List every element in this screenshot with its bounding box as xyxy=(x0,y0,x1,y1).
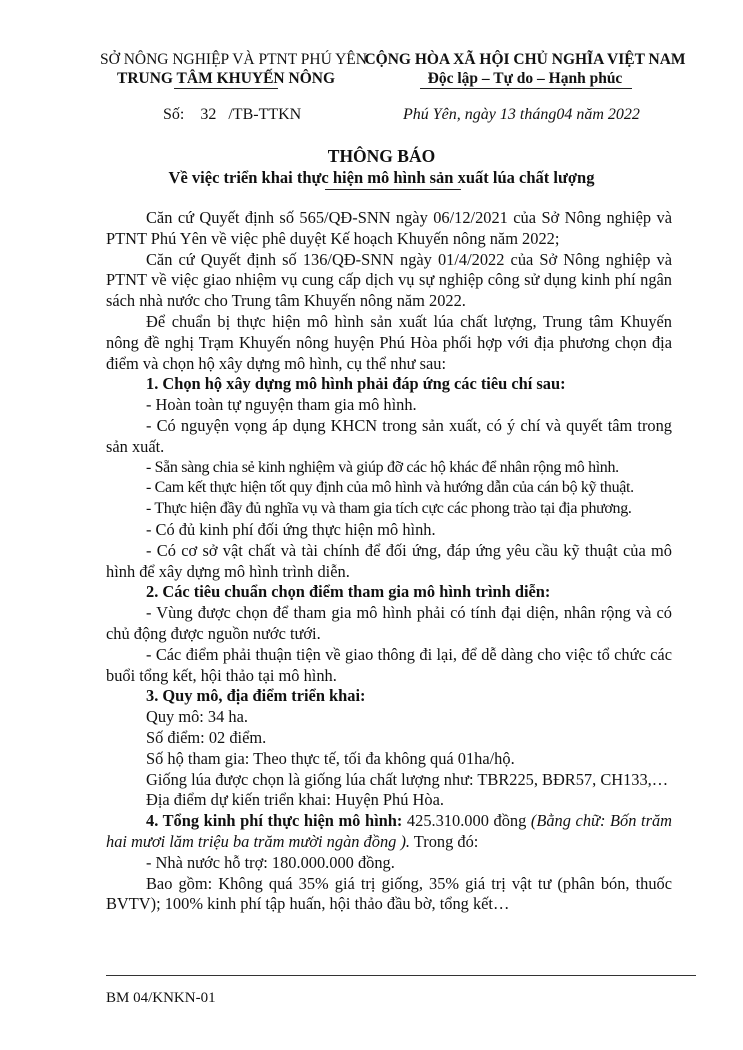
national-title: CỘNG HÒA XÃ HỘI CHỦ NGHĨA VIỆT NAM xyxy=(364,51,686,68)
month-label: tháng xyxy=(519,106,557,123)
doc-no-suffix: /TB-TTKN xyxy=(228,106,302,123)
body-paragraph: - Nhà nước hỗ trợ: 180.000.000 đồng. xyxy=(146,852,395,872)
section-heading: 2. Các tiêu chuẩn chọn điểm tham gia mô hình trình diễn: xyxy=(146,582,551,602)
notice-title: THÔNG BÁO xyxy=(327,146,436,166)
section-heading: 3. Quy mô, địa điểm triển khai: xyxy=(146,686,366,706)
title-underline xyxy=(325,189,461,190)
body-paragraph: Số hộ tham gia: Theo thực tế, tối đa không quá 01ha/hộ. xyxy=(146,748,515,768)
body-paragraph: - Các điểm phải thuận tiện về giao thông đi lại, để dễ dàng cho việc tổ chức các buổi tổng kết, hội thảo tại mô hình. xyxy=(106,644,672,685)
place-date xyxy=(403,106,640,124)
body-paragraph: - Thực hiện đầy đủ nghĩa vụ và tham gia tích cực các phong trào tại địa phương. xyxy=(146,500,632,518)
body-paragraph: - Sẵn sàng chia sẻ kinh nghiệm và giúp đỡ các hộ khác để nhân rộng mô hình. xyxy=(146,458,619,476)
left-header-underline xyxy=(174,88,278,89)
body-paragraph: Bao gồm: Không quá 35% giá trị giống, 35% giá trị vật tư (phân bón, thuốc BVTV); 100% kinh phí tập huấn, hội thảo đầu bờ, tổng kết… xyxy=(106,873,672,914)
body-paragraph: Số điểm: 02 điểm. xyxy=(146,727,267,747)
issuing-unit: TRUNG TÂM KHUYẾN NÔNG xyxy=(116,70,335,87)
doc-no-value: 32 xyxy=(200,106,217,123)
body-paragraph: Căn cứ Quyết định số 565/QĐ-SNN ngày 06/12/2021 của Sở Nông nghiệp và PTNT Phú Yên về việc phê duyệt Kế hoạch Khuyến nông năm 2022; xyxy=(106,208,672,248)
body-paragraph: Để chuẩn bị thực hiện mô hình sản xuất lúa chất lượng, Trung tâm Khuyến nông đề nghị Trạm Khuyến nông huyện Phú Hòa phối hợp với địa phương chọn địa điểm và chọn hộ xây dựng mô hình, cụ thể như sau: xyxy=(106,311,672,373)
body-paragraph: - Có nguyện vọng áp dụng KHCN trong sản xuất, có ý chí và quyết tâm trong sản xuất. xyxy=(106,415,672,456)
body-paragraph: - Hoàn toàn tự nguyện tham gia mô hình. xyxy=(146,395,417,415)
notice-subject: Về việc triển khai thực hiện mô hình sản xuất lúa chất lượng xyxy=(168,168,595,187)
document-number xyxy=(163,106,301,124)
body-paragraph: - Vùng được chọn để tham gia mô hình phải có tính đại diện, nhân rộng và có chủ động được nguồn nước tưới. xyxy=(106,603,672,643)
section-4-amount: 425.310.000 đồng xyxy=(402,811,531,831)
notice-body xyxy=(106,208,672,915)
body-paragraph: - Cam kết thực hiện tốt quy định của mô hình và hướng dẫn của cán bộ kỹ thuật. xyxy=(146,479,634,497)
body-paragraph: Địa điểm dự kiến triển khai: Huyện Phú Hòa. xyxy=(146,790,444,810)
year-label: năm 2022 xyxy=(576,106,640,123)
place-date-prefix: Phú Yên, ngày xyxy=(403,106,496,123)
doc-no-label: Số: xyxy=(163,106,185,123)
section-4-amount-words: (Bằng chữ: Bốn trăm hai mươi lăm triệu ba trăm mười ngàn đồng ). xyxy=(106,811,673,851)
form-code: BM 04/KNKN-01 xyxy=(106,990,216,1006)
national-motto: Độc lập – Tự do – Hạnh phúc xyxy=(427,70,623,87)
section-heading: 1. Chọn hộ xây dựng mô hình phải đáp ứng các tiêu chí sau: xyxy=(146,374,566,394)
body-paragraph: Giống lúa được chọn là giống lúa chất lượng như: TBR225, BĐR57, CH133,… xyxy=(146,769,669,789)
body-paragraph: - Có đủ kinh phí đối ứng thực hiện mô hình. xyxy=(146,519,436,539)
issuing-authority: SỞ NÔNG NGHIỆP VÀ PTNT PHÚ YÊN xyxy=(100,51,367,68)
section-4-paragraph xyxy=(106,811,672,853)
footer-rule xyxy=(106,975,696,976)
motto-underline xyxy=(420,88,632,89)
section-4-tail: Trong đó: xyxy=(410,831,479,851)
date-month: 04 xyxy=(556,106,573,123)
body-paragraph: Căn cứ Quyết định số 136/QĐ-SNN ngày 01/4/2022 của Sở Nông nghiệp và PTNT về việc giao nhiệm vụ cung cấp dịch vụ sự nghiệp công sử dụng kinh phí ngân sách nhà nước cho Trung tâm Khuyến nông năm 2022. xyxy=(106,249,672,311)
date-day: 13 xyxy=(499,106,516,123)
section-4-heading: 4. Tổng kinh phí thực hiện mô hình: xyxy=(146,811,403,831)
body-paragraph: - Có cơ sở vật chất và tài chính để đối ứng, đáp ứng yêu cầu kỹ thuật của mô hình để xây dựng mô hình trình diễn. xyxy=(106,540,672,581)
body-paragraph: Quy mô: 34 ha. xyxy=(146,707,248,727)
